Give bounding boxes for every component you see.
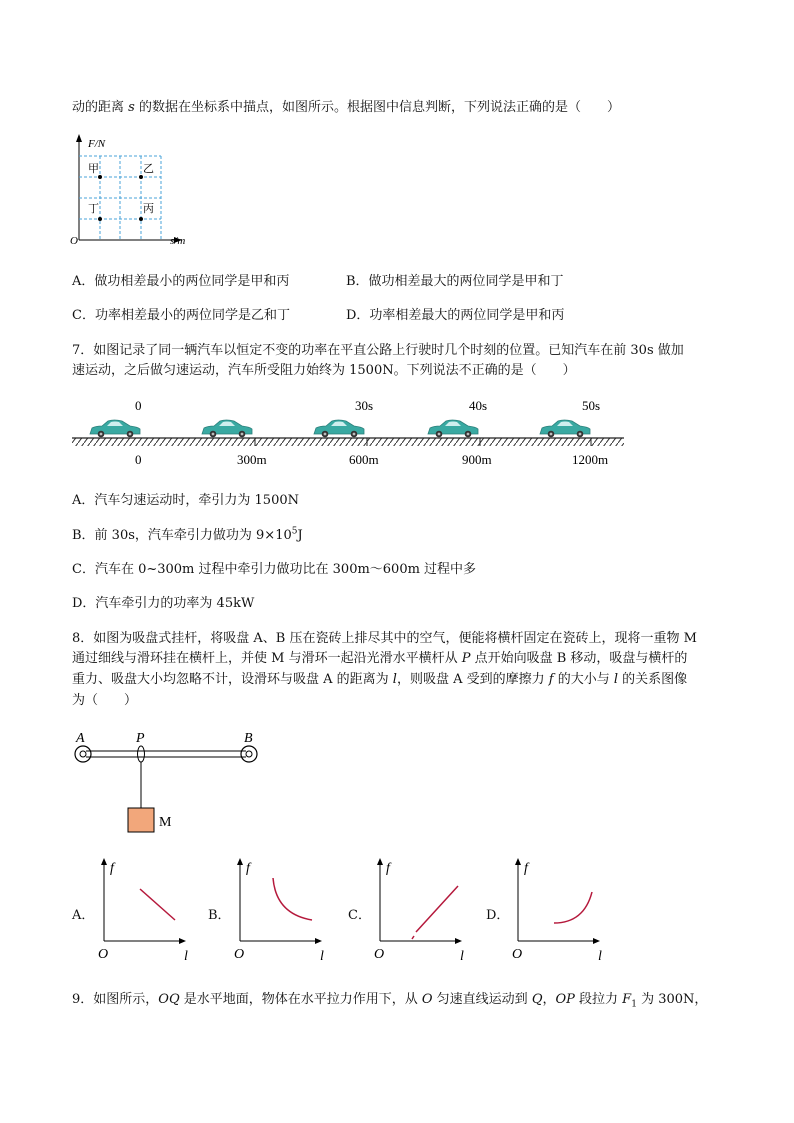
q7-pos-label-300m: 300m xyxy=(237,452,267,467)
l-axis-label: l xyxy=(460,949,464,964)
q7-car-2 xyxy=(202,420,252,437)
q6-point-label-yi: 乙 xyxy=(143,163,154,175)
q6-stem: 动的距离 s 的数据在坐标系中描点，如图所示。根据图中信息判断，下列说法正确的是（ ） xyxy=(72,100,620,115)
l-axis-arrow xyxy=(593,938,600,944)
q6-origin-label: O xyxy=(70,235,78,247)
q7-stem-line1: 7．如图记录了同一辆汽车以恒定不变的功率在平直公路上行驶时几个时刻的位置。已知汽车在前 30s 做加 xyxy=(72,343,684,358)
q6-x-axis-label: s/m xyxy=(170,235,186,247)
q8-option-a[interactable] xyxy=(72,856,202,966)
q6-point-label-jia: 甲 xyxy=(88,163,99,175)
l-axis-label: l xyxy=(184,949,188,964)
q6-point-ding xyxy=(98,217,102,221)
f-axis-label: f xyxy=(524,861,528,876)
q7-time-label-50s: 50s xyxy=(582,398,601,413)
q8-stem-line3: 重力、吸盘大小均忽略不计，设滑环与吸盘 A 的距离为 l，则吸盘 A 受到的摩擦力 f 的大小与 l 的关系图像 xyxy=(72,672,688,687)
q7-car-1 xyxy=(90,420,140,437)
q6-option-c[interactable]: C．功率相差最小的两位同学是乙和丁 xyxy=(72,308,290,323)
q8-stem-line1: 8．如图为吸盘式挂杆，将吸盘 A、B 压在瓷砖上排尽其中的空气，便能将横杆固定在瓷砖上，现将一重物 M xyxy=(72,631,697,646)
q8-suction-rack-figure xyxy=(66,728,266,838)
q6-point-label-ding: 丁 xyxy=(88,203,99,215)
q6-point-yi xyxy=(139,175,143,179)
f-axis-arrow xyxy=(515,858,521,865)
q7-time-label-0: 0 xyxy=(135,398,142,413)
origin-label: O xyxy=(234,947,245,962)
q8-label-m: M xyxy=(159,815,172,830)
q6-option-d[interactable]: D．功率相差最大的两位同学是甲和丙 xyxy=(346,308,565,323)
q6-point-bing xyxy=(139,217,143,221)
q8-weight-m xyxy=(128,808,154,832)
q8-stem-line4: 为（ ） xyxy=(72,693,138,708)
q9-stem: 9．如图所示，OQ 是水平地面，物体在水平拉力作用下，从 O 匀速直线运动到 Q，OP 段拉力 $F_1$ 为 300N， xyxy=(72,992,708,1010)
q8-label-p: P xyxy=(136,731,145,746)
q7-car-5 xyxy=(540,420,590,437)
q8-option-graph xyxy=(94,856,209,966)
q7-time-label-40s: 40s xyxy=(469,398,488,413)
origin-label: O xyxy=(512,947,523,962)
l-axis-arrow xyxy=(179,938,186,944)
q8-option-graph xyxy=(508,856,623,966)
q7-option-a[interactable]: A．汽车匀速运动时，牵引力为 1500N xyxy=(72,493,299,508)
q7-pos-label-0: 0 xyxy=(135,452,142,467)
f-l-curve xyxy=(273,878,312,920)
q7-pos-label-900m: 900m xyxy=(462,452,492,467)
origin-label: O xyxy=(374,947,385,962)
q7-option-d[interactable]: D．汽车牵引力的功率为 45kW xyxy=(72,596,255,611)
f-axis-label: f xyxy=(246,861,250,876)
q6-point-jia xyxy=(98,175,102,179)
q7-stem-line2: 速运动，之后做匀速运动，汽车所受阻力始终为 1500N。下列说法不正确的是（ ） xyxy=(72,363,576,378)
l-axis-label: l xyxy=(320,949,324,964)
l-axis-arrow xyxy=(455,938,462,944)
q8-slide-ring xyxy=(138,746,145,762)
q8-option-d[interactable] xyxy=(486,856,616,966)
q6-y-arrow xyxy=(76,134,82,142)
q7-pos-label-1200m: 1200m xyxy=(572,452,609,467)
f-axis-label: f xyxy=(110,861,114,876)
q8-option-label: B． xyxy=(208,908,231,923)
q8-option-label: C． xyxy=(348,908,371,923)
q6-option-b[interactable]: B．做功相差最大的两位同学是甲和丁 xyxy=(346,274,564,289)
q6-y-axis-label: F/N xyxy=(88,138,106,150)
f-l-curve xyxy=(140,889,175,920)
q6-point-label-bing: 丙 xyxy=(143,203,154,215)
q8-option-graph xyxy=(370,856,485,966)
q7-pos-label-600m: 600m xyxy=(349,452,379,467)
q7-car-road-figure xyxy=(72,395,632,475)
q8-option-label: A． xyxy=(72,908,95,923)
q7-road-hatching xyxy=(72,438,624,446)
f-axis-label: f xyxy=(386,861,390,876)
q8-label-b: B xyxy=(244,731,253,746)
q7-time-label-30s: 30s xyxy=(355,398,374,413)
q6-option-a[interactable]: A．做功相差最小的两位同学是甲和丙 xyxy=(72,274,290,289)
f-axis-arrow xyxy=(237,858,243,865)
f-axis-arrow xyxy=(101,858,107,865)
origin-label: O xyxy=(98,947,109,962)
q8-stem-line2: 通过细线与滑环挂在横杆上，并使 M 与滑环一起沿光滑水平横杆从 P 点开始向吸盘 B 移动，吸盘与横杆的 xyxy=(72,651,688,666)
l-axis-label: l xyxy=(598,949,602,964)
q6-force-distance-graph xyxy=(66,130,206,250)
q7-car-3 xyxy=(314,420,364,437)
q7-option-b[interactable]: B．前 30s，汽车牵引力做功为 $9\times 10^5J$ xyxy=(72,526,303,543)
q8-option-b[interactable] xyxy=(208,856,338,966)
q8-label-a: A xyxy=(76,731,85,746)
l-axis-arrow xyxy=(315,938,322,944)
q7-option-c[interactable]: C．汽车在 0~300m 过程中牵引力做功比在 300m～600m 过程中多 xyxy=(72,562,477,577)
f-l-curve xyxy=(554,892,592,923)
q7-car-4 xyxy=(428,420,478,437)
q8-option-label: D． xyxy=(486,908,510,923)
q8-option-graph xyxy=(230,856,345,966)
q8-option-c[interactable] xyxy=(348,856,478,966)
f-axis-arrow xyxy=(377,858,383,865)
f-l-curve xyxy=(412,886,458,939)
